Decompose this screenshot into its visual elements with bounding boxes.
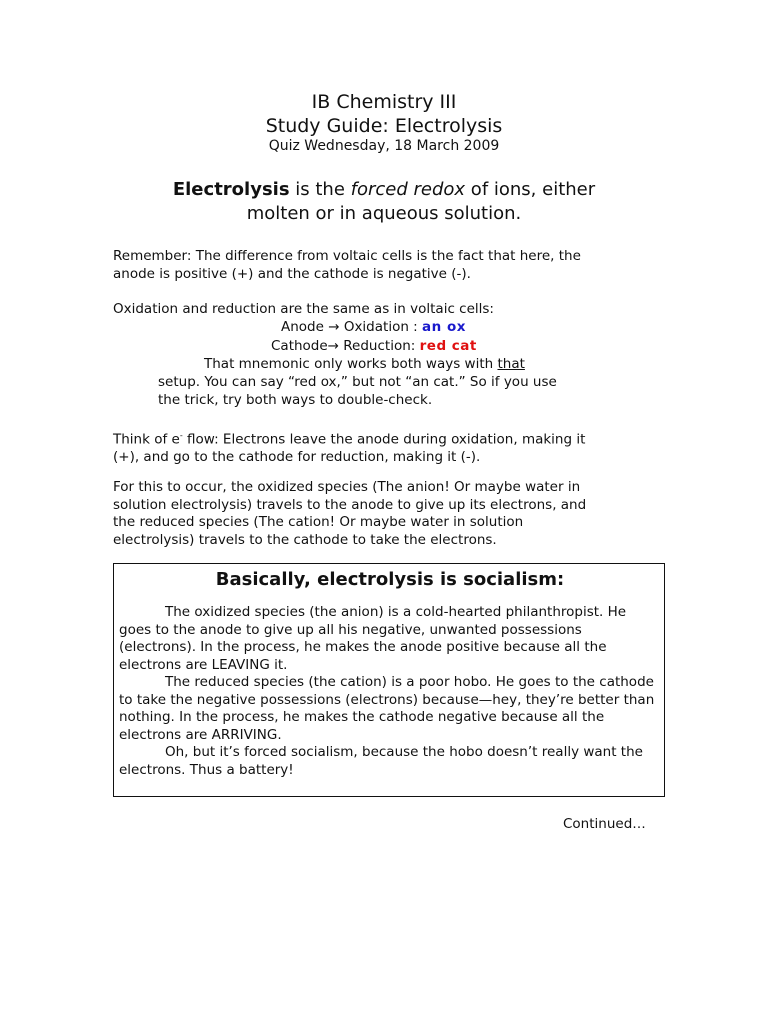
occur-line1: For this to occur, the oxidized species (The anion! Or maybe water in <box>113 479 581 495</box>
definition-term: Electrolysis <box>172 179 290 200</box>
definition-forced-redox: forced redox <box>350 179 466 200</box>
definition-line2: molten or in aqueous solution. <box>246 203 522 224</box>
mnemonic-note-line2: setup. You can say “red ox,” but not “an cat.” So if you use <box>158 374 557 390</box>
course-title: IB Chemistry III <box>311 91 457 113</box>
continued-label: Continued… <box>563 816 646 832</box>
quiz-date: Quiz Wednesday, 18 March 2009 <box>268 138 500 154</box>
socialism-box <box>113 563 665 797</box>
flow-line1 <box>113 427 653 449</box>
remember-paragraph <box>113 248 653 283</box>
cathode-line <box>271 338 477 356</box>
occur-paragraph <box>113 479 653 549</box>
guide-title: Study Guide: Electrolysis <box>265 115 503 137</box>
flow-post: flow: Electrons leave the anode during oxidation, making it <box>182 431 586 448</box>
cathode-mnemonic: red cat <box>419 338 477 354</box>
mnemonic-note-line1 <box>204 356 525 374</box>
mnemonic-note-pre: That mnemonic only works both ways with <box>204 356 498 372</box>
socialism-box-body <box>119 604 659 779</box>
anode-mnemonic: an ox <box>422 319 466 335</box>
socialism-paragraph-cation: The reduced species (the cation) is a poor hobo. He goes to the cathode to take the negative possessions (electrons) because—hey, they’re better than nothing. In the process, he makes the cathode negative because all the electrons are ARRIVING. <box>119 674 655 743</box>
anode-text: Anode → Oxidation : <box>281 319 423 335</box>
oxred-intro: Oxidation and reduction are the same as in voltaic cells: <box>113 301 494 317</box>
flow-pre: Think of e <box>113 431 180 448</box>
socialism-paragraph-anion: The oxidized species (the anion) is a cold-hearted philanthropist. He goes to the anode to give up all his negative, unwanted possessions (electrons). In the process, he makes the anode positive because all the electrons are LEAVING it. <box>119 604 627 673</box>
flow-line2: (+), and go to the cathode for reduction, making it (-). <box>113 449 481 465</box>
remember-line1: Remember: The difference from voltaic cells is the fact that here, the <box>113 248 581 264</box>
mnemonic-note-line3: the trick, try both ways to double-check. <box>158 392 433 408</box>
definition-heading <box>0 178 768 226</box>
cathode-text: Cathode→ Reduction: <box>271 338 420 354</box>
definition-is-the: is the <box>289 179 351 200</box>
flow-sup: - <box>179 431 183 440</box>
remember-line2: anode is positive (+) and the cathode is negative (-). <box>113 265 471 282</box>
occur-line4: electrolysis) travels to the cathode to take the electrons. <box>113 531 497 548</box>
electron-flow-paragraph <box>113 427 653 467</box>
socialism-paragraph-forced: Oh, but it’s forced socialism, because the hobo doesn’t really want the electrons. Thus a battery! <box>119 744 643 778</box>
anode-line <box>281 319 466 337</box>
occur-line2: solution electrolysis) travels to the anode to give up its electrons, and <box>113 496 587 513</box>
occur-line3: the reduced species (The cation! Or maybe water in solution <box>113 514 524 530</box>
mnemonic-note-underlined: that <box>497 356 525 372</box>
socialism-box-title: Basically, electrolysis is socialism: <box>215 569 565 590</box>
definition-rest: of ions, either <box>465 179 596 200</box>
